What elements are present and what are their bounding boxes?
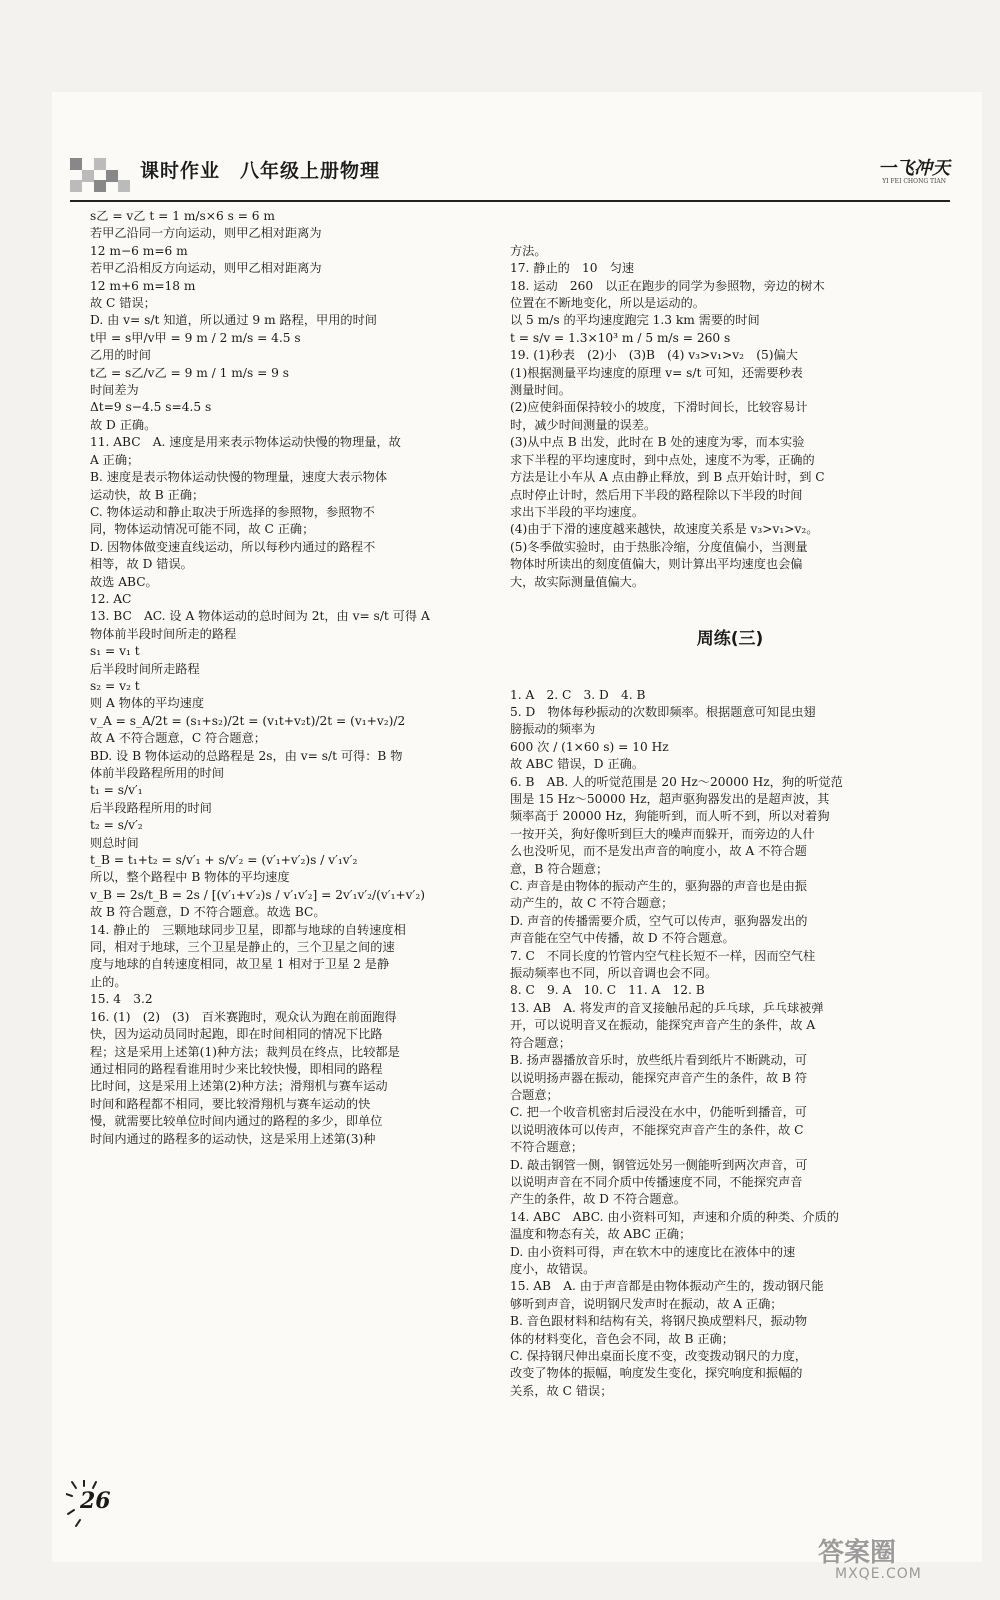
- text-line: 6. B AB. 人的听觉范围是 20 Hz～20000 Hz，狗的听觉范: [510, 774, 843, 789]
- text-line: 测量时间。: [510, 383, 571, 398]
- text-line: 18. 运动 260 以正在跑步的同学为参照物，旁边的树木: [510, 278, 825, 293]
- text-line: 一按开关，狗好像听到巨大的噪声而躲开，而旁边的人什: [510, 826, 815, 841]
- text-line: D. 由小资料可得，声在软木中的速度比在液体中的速: [510, 1244, 796, 1259]
- text-line: B. 速度是表示物体运动快慢的物理量，速度大表示物体: [90, 470, 388, 485]
- text-line: 以说明声音在不同介质中传播速度不同，不能探究声音: [510, 1174, 803, 1189]
- text-line: 14. 静止的 三颗地球同步卫星，即都与地球的自转速度相: [90, 922, 406, 937]
- text-line: 物体时所读出的刻度值偏大，则计算出平均速度也会偏: [510, 557, 803, 572]
- text-line: 方法是让小车从 A 点由静止释放，到 B 点开始计时，到 C: [510, 470, 825, 485]
- text-line: 不符合题意；: [510, 1140, 584, 1155]
- text-line: 求下半程的平均速度时，到中点处，速度不为零，正确的: [510, 452, 815, 467]
- text-line: 19. (1)秒表 (2)小 (3)B (4) v₃>v₁>v₂ (5)偏大: [510, 348, 798, 363]
- text-line: 体的材料变化，音色会不同，故 B 正确；: [510, 1331, 734, 1346]
- text-line: 振动频率也不同，所以音调也会不同。: [510, 966, 718, 981]
- text-line: 若甲乙沿同一方向运动，则甲乙相对距离为: [90, 226, 322, 241]
- text-line: 够听到声音，说明钢尺发声时在振动，故 A 正确；: [510, 1296, 783, 1311]
- text-line: (4)由于下滑的速度越来越快，故速度关系是 v₃>v₁>v₂。: [510, 522, 819, 537]
- text-line: 600 次 / (1×60 s) = 10 Hz: [510, 739, 669, 754]
- text-line: C. 把一个收音机密封后浸没在水中，仍能听到播音，可: [510, 1105, 807, 1120]
- page-header: [70, 150, 950, 200]
- text-line: C. 保持钢尺伸出桌面长度不变，改变拨动钢尺的力度，: [510, 1349, 807, 1363]
- text-line: 8. C 9. A 10. C 11. A 12. B: [510, 983, 705, 998]
- text-line: 物体前半段时间所走的路程: [90, 626, 237, 641]
- text-line: 5. D 物体每秒振动的次数即频率。根据题意可知昆虫翅: [510, 704, 816, 719]
- text-line: 频率高于 20000 Hz，狗能听到，而人听不到，所以对着狗: [510, 809, 830, 824]
- text-line: 快，因为运动员同时起跑，即在时间相同的情况下比路: [90, 1027, 383, 1042]
- text-line: 乙用的时间: [90, 348, 151, 363]
- text-line: 若甲乙沿相反方向运动，则甲乙相对距离为: [90, 261, 322, 276]
- text-line: 以说明扬声器在振动，能探究声音产生的条件，故 B 符: [510, 1070, 808, 1085]
- text-line: 时间和路程都不相同，要比较滑翔机与赛车运动的快: [90, 1096, 371, 1111]
- text-line: 动产生的，故 C 不符合题意；: [510, 896, 674, 911]
- header-rule: [70, 200, 950, 202]
- text-line: A 正确；: [90, 452, 140, 467]
- text-line: t₁ = s/v′₁: [90, 783, 143, 798]
- text-line: 度小，故错误。: [510, 1261, 596, 1276]
- text-line: t乙 = s乙/v乙 = 9 m / 1 m/s = 9 s: [90, 365, 290, 380]
- text-line: BD. 设 B 物体运动的总路程是 2s，由 v= s/t 可得：B 物: [90, 748, 403, 763]
- text-line: 12 m−6 m=6 m: [90, 243, 188, 258]
- text-line: 求出下半段的平均速度。: [510, 504, 645, 519]
- text-line: 则总时间: [90, 835, 139, 850]
- text-line: 以 5 m/s 的平均速度跑完 1.3 km 需要的时间: [510, 313, 760, 328]
- right-bottom-block: [510, 687, 950, 1401]
- brand-logo: 一飞冲天: [878, 158, 950, 179]
- text-line: t₂ = s/v′₂: [90, 818, 143, 833]
- text-line: 则 A 物体的平均速度: [90, 696, 205, 711]
- watermark-url: MXQE.COM: [835, 1566, 922, 1582]
- section-title: 周练(三): [696, 628, 764, 649]
- text-line: 时间差为: [90, 383, 139, 398]
- text-line: 1. A 2. C 3. D 4. B: [510, 687, 646, 702]
- text-line: C. 物体运动和静止取决于所选择的参照物，参照物不: [90, 504, 375, 519]
- text-line: 故选 ABC。: [90, 574, 158, 589]
- text-line: 时间内通过的路程多的运动快，这是采用上述第(3)种: [90, 1131, 376, 1146]
- header-decoration: [70, 158, 132, 192]
- text-line: 后半段路程所用的时间: [90, 800, 212, 815]
- text-line: 故 ABC 错误，D 正确。: [510, 757, 645, 772]
- text-line: 同，物体运动情况可能不同，故 C 正确；: [90, 522, 315, 537]
- text-line: C. 声音是由物体的振动产生的，驱狗器的声音也是由振: [510, 879, 807, 894]
- page-number: 26: [80, 1488, 111, 1514]
- right-top-block: [510, 243, 950, 591]
- text-line: 14. ABC ABC. 由小资料可知，声速和介质的种类、介质的: [510, 1209, 839, 1224]
- text-line: 符合题意；: [510, 1035, 571, 1050]
- text-line: 13. BC AC. 设 A 物体运动的总时间为 2t，由 v= s/t 可得 A: [90, 609, 430, 624]
- text-line: 程；这是采用上述第(1)种方法；裁判员在终点，比较都是: [90, 1044, 400, 1059]
- text-line: t甲 = s甲/v甲 = 9 m / 2 m/s = 4.5 s: [90, 330, 301, 345]
- header-title: 课时作业 八年级上册物理: [140, 160, 381, 182]
- text-line: s₁ = v₁ t: [90, 644, 140, 659]
- text-line: 围是 15 Hz～50000 Hz，超声驱狗器发出的是超声波，其: [510, 792, 830, 806]
- text-line: 大，故实际测量值偏大。: [510, 574, 645, 589]
- text-line: 开，可以说明音叉在振动，能探究声音产生的条件，故 A: [510, 1018, 816, 1033]
- text-line: 改变了物体的振幅，响度发生变化，探究响度和振幅的: [510, 1366, 803, 1381]
- text-line: v_A = s_A/2t = (s₁+s₂)/2t = (v₁t+v₂t)/2t = (v₁+v₂)/2: [90, 713, 406, 728]
- text-line: 12 m+6 m=18 m: [90, 278, 196, 293]
- text-line: B. 音色跟材料和结构有关，将钢尺换成塑料尺，振动物: [510, 1314, 808, 1329]
- text-line: 相等，故 D 错误。: [90, 557, 193, 572]
- text-line: 声音能在空气中传播，故 D 不符合题意。: [510, 931, 735, 946]
- text-line: 15. 4 3.2: [90, 992, 153, 1007]
- text-line: 11. ABC A. 速度是用来表示物体运动快慢的物理量，故: [90, 435, 401, 450]
- text-line: s₂ = v₂ t: [90, 678, 140, 693]
- text-line: 合题意；: [510, 1087, 559, 1102]
- page-number-badge: [66, 1480, 128, 1530]
- text-line: 运动快，故 B 正确；: [90, 487, 205, 502]
- text-line: 么也没听见，而不是发出声音的响度小，故 A 不符合题: [510, 844, 807, 859]
- text-line: v_B = 2s/t_B = 2s / [(v′₁+v′₂)s / v′₁v′₂] = 2v′₁v′₂/(v′₁+v′₂): [90, 887, 425, 902]
- text-line: (2)应使斜面保持较小的坡度，下滑时间长，比较容易计: [510, 400, 808, 415]
- text-line: 所以，整个路程中 B 物体的平均速度: [90, 870, 290, 885]
- text-line: 关系，故 C 错误；: [510, 1383, 613, 1398]
- text-line: B. 扬声器播放音乐时，放些纸片看到纸片不断跳动，可: [510, 1053, 808, 1068]
- text-line: 故 A 不符合题意，C 符合题意；: [90, 731, 266, 746]
- text-line: 意，B 符合题意；: [510, 861, 609, 876]
- text-line: 同，相对于地球，三个卫星是静止的，三个卫星之间的速: [90, 940, 395, 955]
- text-line: 位置在不断地变化，所以是运动的。: [510, 296, 705, 311]
- text-line: Δt=9 s−4.5 s=4.5 s: [90, 400, 212, 415]
- text-line: t = s/v = 1.3×10³ m / 5 m/s = 260 s: [510, 330, 731, 345]
- text-line: 体前半段路程所用的时间: [90, 766, 225, 780]
- text-line: 7. C 不同长度的竹管内空气柱长短不一样，因而空气柱: [510, 948, 816, 963]
- text-line: 以说明液体可以传声，不能探究声音产生的条件，故 C: [510, 1122, 804, 1137]
- text-line: D. 因物体做变速直线运动，所以每秒内通过的路程不: [90, 539, 376, 554]
- text-line: 15. AB A. 由于声音都是由物体振动产生的，拨动钢尺能: [510, 1279, 824, 1294]
- text-line: D. 声音的传播需要介质，空气可以传声，驱狗器发出的: [510, 913, 808, 928]
- text-line: 故 C 错误；: [90, 296, 156, 311]
- text-line: 膀振动的频率为: [510, 722, 596, 737]
- text-line: 慢，就需要比较单位时间内通过的路程的多少，即单位: [90, 1114, 383, 1129]
- text-line: s乙 = v乙 t = 1 m/s×6 s = 6 m: [90, 209, 275, 223]
- text-line: 13. AB A. 将发声的音叉接触吊起的乒乓球，乒乓球被弹: [510, 1000, 824, 1015]
- text-line: t_B = t₁+t₂ = s/v′₁ + s/v′₂ = (v′₁+v′₂)s / v′₁v′₂: [90, 853, 358, 868]
- text-line: 方法。: [510, 243, 547, 258]
- text-line: 度与地球的自转速度相同，故卫星 1 相对于卫星 2 是静: [90, 957, 390, 972]
- text-line: D. 敲击钢管一侧，钢管远处另一侧能听到两次声音，可: [510, 1157, 808, 1172]
- text-line: 故 B 符合题意，D 不符合题意。故选 BC。: [90, 905, 326, 920]
- text-line: (5)冬季做实验时，由于热胀冷缩，分度值偏小，当测量: [510, 539, 808, 554]
- right-column: [510, 208, 950, 1418]
- text-line: 点时停止计时，然后用下半段的路程除以下半段的时间: [510, 487, 803, 502]
- text-line: 12. AC: [90, 591, 132, 606]
- text-line: 产生的条件，故 D 不符合题意。: [510, 1192, 686, 1207]
- text-line: 后半段时间所走路程: [90, 661, 200, 676]
- text-line: (3)从中点 B 出发，此时在 B 处的速度为零，而本实验: [510, 435, 805, 450]
- text-line: 比时间，这是采用上述第(2)种方法；滑翔机与赛车运动: [90, 1079, 388, 1094]
- text-line: 止的。: [90, 974, 127, 989]
- text-line: D. 由 v= s/t 知道，所以通过 9 m 路程，甲用的时间: [90, 313, 377, 328]
- text-line: 17. 静止的 10 匀速: [510, 261, 635, 276]
- watermark-logo: 答案圈: [818, 1538, 897, 1568]
- left-column: [90, 208, 495, 1148]
- text-line: 温度和物态有关，故 ABC 正确；: [510, 1227, 692, 1242]
- brand-logo-sub: YI FEI CHONG TIAN: [882, 178, 946, 185]
- text-line: 时，减少时间测量的误差。: [510, 417, 657, 432]
- text-line: 16. (1) (2) (3) 百米赛跑时，观众认为跑在前面跑得: [90, 1009, 397, 1024]
- text-line: (1)根据测量平均速度的原理 v= s/t 可知，还需要秒表: [510, 365, 803, 380]
- text-line: 故 D 正确。: [90, 417, 157, 432]
- text-line: 通过相同的路程看谁用时少来比较快慢，即相同的路程: [90, 1061, 383, 1076]
